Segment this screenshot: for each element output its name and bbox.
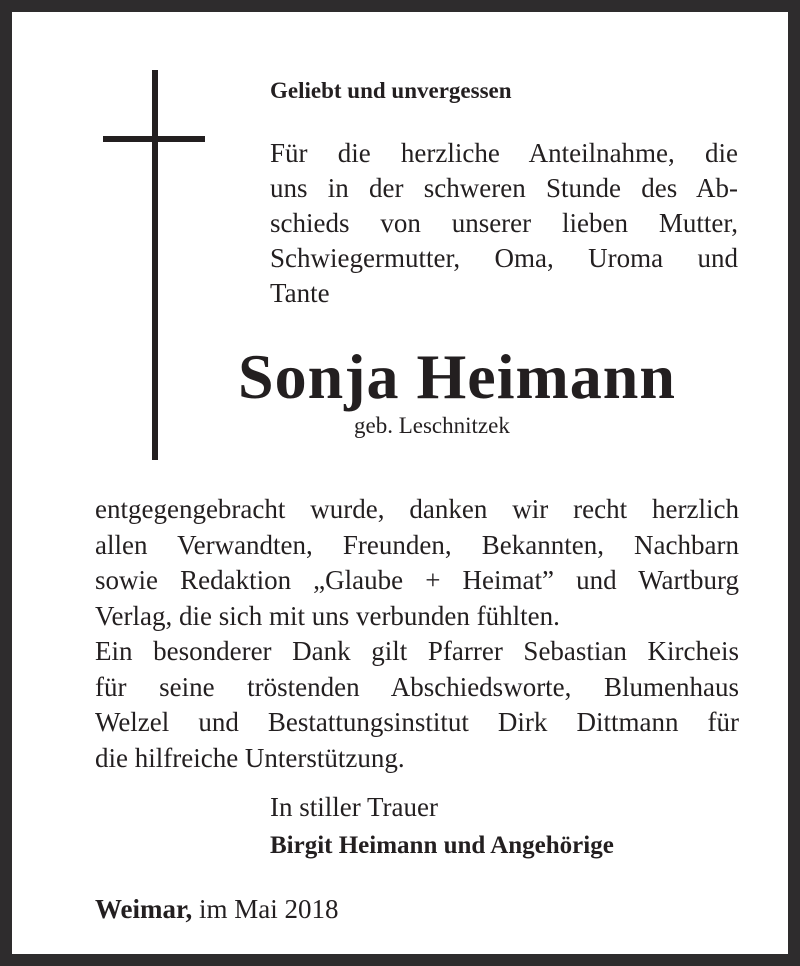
cross-horizontal-bar bbox=[103, 136, 205, 142]
body-line: Verlag, die sich mit uns verbunden fühlten. bbox=[95, 600, 560, 631]
intro-line: Tante bbox=[270, 278, 330, 308]
body-line: die hilfreiche Unterstützung. bbox=[95, 742, 405, 773]
place: Weimar, bbox=[95, 894, 193, 924]
date: im Mai 2018 bbox=[192, 894, 339, 924]
body-text bbox=[95, 492, 739, 776]
signoff: In stiller Trauer bbox=[270, 792, 438, 822]
body-line: Ein besonderer Dank gilt Pfarrer Sebastian Kircheis bbox=[95, 636, 739, 666]
intro-line: schieds von unserer lieben Mutter, bbox=[270, 208, 738, 238]
intro-line: Für die herzliche Anteilnahme, die bbox=[270, 138, 738, 168]
body-line: entgegengebracht wurde, danken wir recht herzlich bbox=[95, 494, 739, 524]
signer: Birgit Heimann und Angehörige bbox=[270, 832, 614, 859]
body-line: für seine tröstenden Abschiedsworte, Blumenhaus bbox=[95, 671, 739, 702]
deceased-name: Sonja Heimann bbox=[238, 341, 676, 412]
maiden-name: geb. Leschnitzek bbox=[354, 413, 510, 438]
body-line: Welzel und Bestattungsinstitut Dirk Dittmann für bbox=[95, 707, 739, 737]
intro-text bbox=[270, 136, 738, 311]
intro-line: uns in der schweren Stunde des Ab- bbox=[270, 173, 738, 203]
place-date bbox=[95, 894, 339, 925]
body-line: allen Verwandten, Freunden, Bekannten, Nachbarn bbox=[95, 529, 739, 560]
body-line: sowie Redaktion „Glaube + Heimat” und Wartburg bbox=[95, 565, 739, 595]
intro-line: Schwiegermutter, Oma, Uroma und bbox=[270, 243, 738, 273]
heading: Geliebt und unvergessen bbox=[270, 78, 512, 103]
